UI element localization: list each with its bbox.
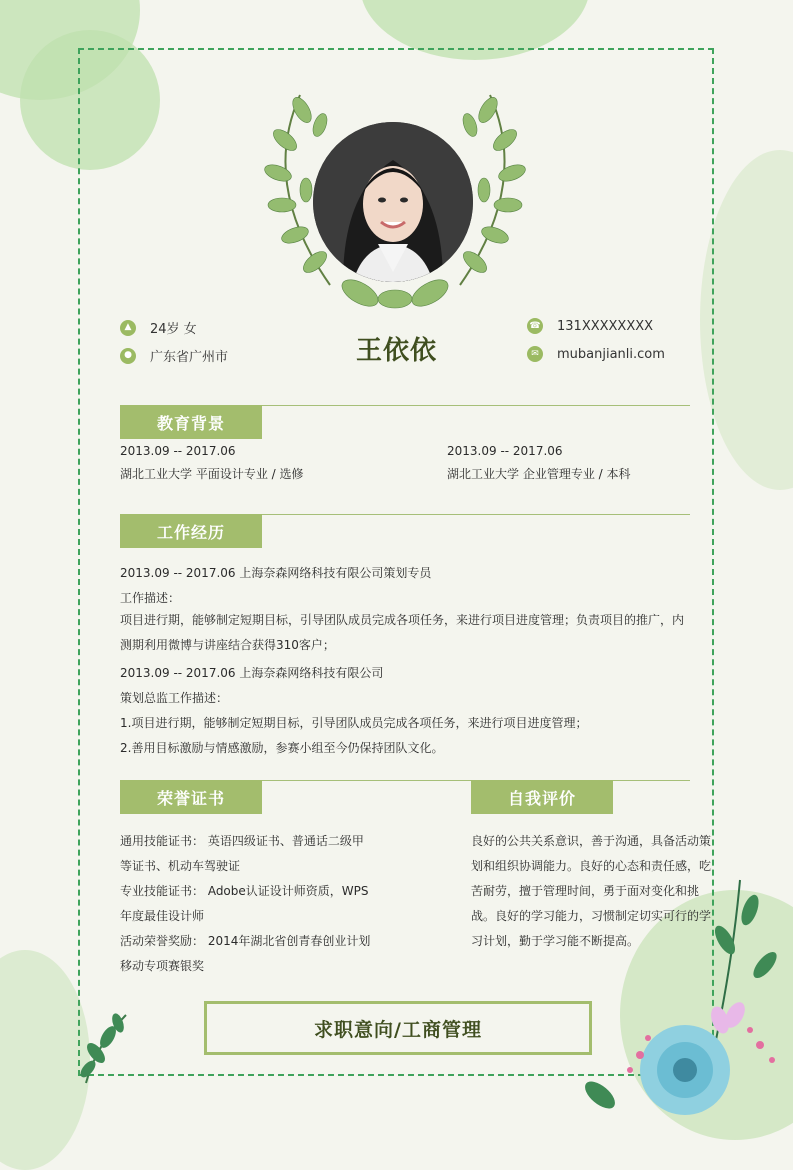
work-line-6: 1.项目进行期，能够制定短期目标，引导团队成员完成各项任务，来进行项目进度管理；	[120, 716, 588, 730]
work-section-title: 工作经历	[120, 514, 262, 548]
job-objective-box: 求职意向/工商管理	[204, 1001, 592, 1055]
work-line-1: 2013.09 -- 2017.06 上海奈森网络科技有限公司策划专员	[120, 566, 432, 580]
work-line-7: 2.善用目标激励与情感激励，参赛小组至今仍保持团队文化。	[120, 741, 444, 755]
phone-text: 131XXXXXXXX	[557, 318, 654, 334]
self-evaluation-section-title: 自我评价	[471, 780, 613, 814]
work-line-3: 项目进行期，能够制定短期目标，引导团队成员完成各项任务，来进行项目进度管理；负责项目的推广，内测期利用微博与讲座结合获得310客户；	[120, 613, 685, 652]
work-line-4: 2013.09 -- 2017.06 上海奈森网络科技有限公司	[120, 666, 384, 680]
education-entry-2-period: 2013.09 -- 2017.06	[447, 444, 563, 458]
profile-photo	[313, 122, 473, 282]
honors-text: 通用技能证书： 英语四级证书、普通话二级甲等证书、机动车驾驶证 专业技能证书： Adobe认证设计师资质，WPS年度最佳设计师 活动荣誉奖励： 2014年湖北省创青春创业计划移动专项赛银奖	[120, 834, 371, 973]
flower-bouquet-bottom-right	[560, 870, 793, 1122]
mail-icon: ✉	[527, 346, 543, 362]
location-text: 广东省广州市	[150, 350, 229, 365]
honors-section-title: 荣誉证书	[120, 780, 262, 814]
work-line-2: 工作描述：	[120, 591, 181, 605]
phone-info	[527, 318, 653, 334]
candidate-name: 王依依	[355, 336, 437, 366]
work-line-5: 策划总监工作描述：	[120, 691, 229, 705]
education-entry-1-detail: 湖北工业大学 平面设计专业 / 选修	[120, 467, 304, 481]
phone-icon: ☎	[527, 318, 543, 334]
email-text: mubanjianli.com	[557, 346, 665, 362]
leaf-branch-bottom-left	[66, 1005, 146, 1085]
location-pin-icon: ●	[120, 348, 136, 364]
education-section-title: 教育背景	[120, 405, 262, 439]
graduation-cap-icon: ▲	[120, 320, 136, 336]
age-gender-text: 24岁 女	[150, 322, 197, 337]
education-entry-1-period: 2013.09 -- 2017.06	[120, 444, 236, 458]
self-evaluation-text: 良好的公共关系意识，善于沟通，具备活动策划和组织协调能力。良好的心态和责任感，吃苦耐劳，擅于管理时间，勇于面对变化和挑战。良好的学习能力，习惯制定切实可行的学习计划，勤于学习能不断提高。	[471, 834, 712, 948]
email-info	[527, 346, 665, 362]
education-entry-2-detail: 湖北工业大学 企业管理专业 / 本科	[447, 467, 631, 481]
